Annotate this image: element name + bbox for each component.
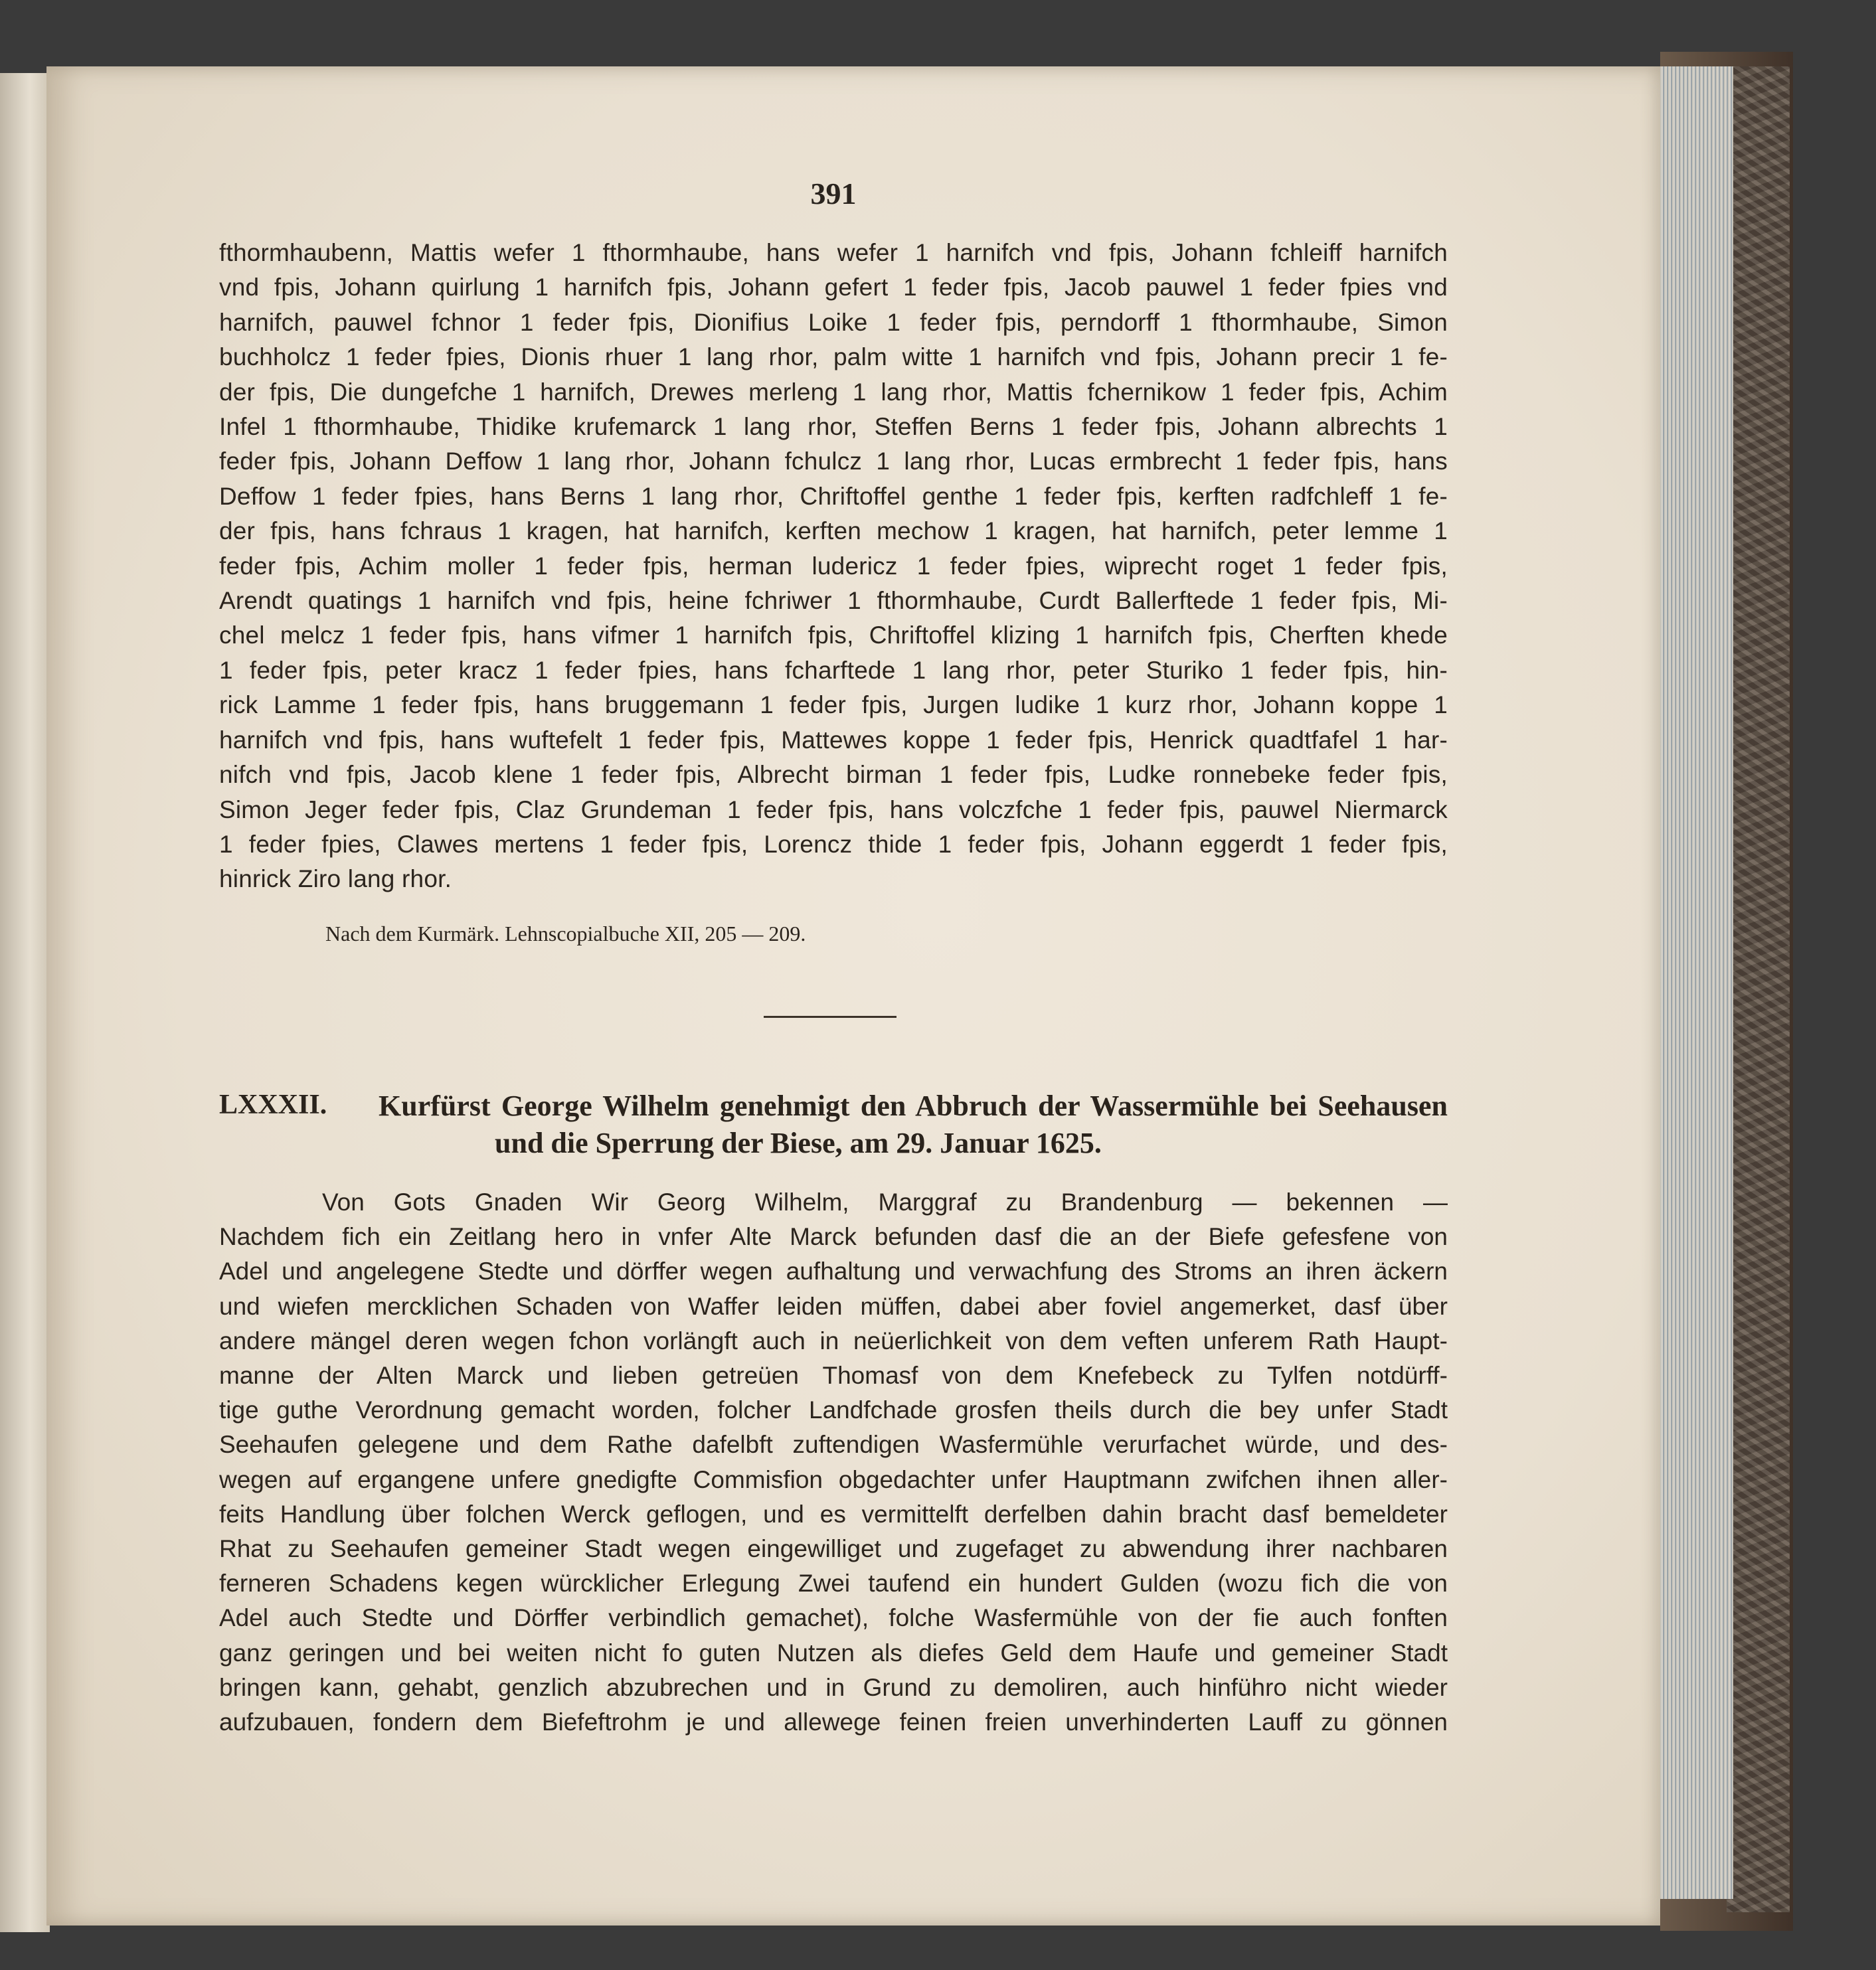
document-title (379, 1088, 1448, 1162)
document-body (219, 1185, 1448, 1740)
document-title-line-2: und die Sperrung der Biese, am 29. Januar 1625. (495, 1127, 1102, 1159)
text-line: harnifch vnd fpis, hans wuftefelt 1 feder fpis, Mattewes koppe 1 feder fpis, Henrick quadtfafel 1 har- (219, 726, 1448, 754)
body-line: manne der Alten Marck und lieben getreüen Thomasf von dem Knefebeck zu Tylfen notdürff- (219, 1362, 1448, 1390)
document-number: LXXXII. (219, 1090, 327, 1120)
text-line: fthormhaubenn, Mattis wefer 1 fthormhaube, hans wefer 1 harnifch vnd fpis, Johann fchleiff harnifch (219, 239, 1448, 266)
text-line: harnifch, pauwel fchnor 1 feder fpis, Dionifius Loike 1 feder fpis, perndorff 1 fthormhaube, Simon (219, 308, 1448, 336)
body-line: wegen auf ergangene unfere gnedigfte Commisfion obgedachter unfer Hauptmann zwifchen ihnen aller- (219, 1465, 1448, 1493)
text-line: Deffow 1 feder fpies, hans Berns 1 lang rhor, Chriftoffel genthe 1 feder fpis, kerften radfchleff 1 fe- (219, 482, 1448, 510)
text-line: feder fpis, Johann Deffow 1 lang rhor, Johann fchulcz 1 lang rhor, Lucas ermbrecht 1 feder fpis, hans (219, 448, 1448, 475)
marbled-cover-edge (1727, 66, 1790, 1912)
body-line: ferneren Schadens kegen würcklicher Erlegung Zwei taufend ein hundert Gulden (wozu fich die von (219, 1570, 1448, 1598)
section-divider (764, 1016, 896, 1018)
body-line: und wiefen mercklichen Schaden von Waffer leiden müffen, dabei aber foviel angemerket, dasf über (219, 1292, 1448, 1320)
text-line: Arendt quatings 1 harnifch vnd fpis, heine fchriwer 1 fthormhaube, Curdt Ballerftede 1 feder fpis, Mi- (219, 587, 1448, 615)
text-line: der fpis, Die dungefche 1 harnifch, Drewes merleng 1 lang rhor, Mattis fchernikow 1 feder fpis, Achim (219, 378, 1448, 406)
facing-page-edge (0, 73, 50, 1932)
body-line: Seehaufen gelegene und dem Rathe dafelbft zuftendigen Wasfermühle verurfachet würde, und des- (219, 1431, 1448, 1459)
body-line: ganz geringen und bei weiten nicht fo guten Nutzen als diefes Geld dem Haufe und gemeiner Stadt (219, 1639, 1448, 1667)
text-line: 1 feder fpis, peter kracz 1 feder fpies, hans fcharftede 1 lang rhor, peter Sturiko 1 feder fpis, hin- (219, 656, 1448, 684)
list-text-block (219, 236, 1448, 897)
body-line: Adel auch Stedte und Dörffer verbindlich gemachet), folche Wasfermühle von der fie auch fonften (219, 1604, 1448, 1632)
body-line: Adel und angelegene Stedte und dörffer wegen aufhaltung und verwachfung des Stroms an ihren äckern (219, 1258, 1448, 1285)
body-line: bringen kann, gehabt, genzlich abzubrechen und in Grund zu demoliren, auch hinführo nicht wieder (219, 1673, 1448, 1701)
document-title-line-1: Kurfürst George Wilhelm genehmigt den Abbruch der Wassermühle bei Seehausen (379, 1090, 1448, 1122)
body-line: Von Gots Gnaden Wir Georg Wilhelm, Marggraf zu Brandenburg — bekennen — (322, 1189, 1448, 1216)
text-line: 1 feder fpies, Clawes mertens 1 feder fpis, Lorencz thide 1 feder fpis, Johann eggerdt 1 feder fpis, (219, 830, 1448, 858)
text-line: hinrick Ziro lang rhor. (219, 865, 452, 893)
text-line: Simon Jeger feder fpis, Claz Grundeman 1 feder fpis, hans volczfche 1 feder fpis, pauwel Niermarck (219, 795, 1448, 823)
body-line: Rhat zu Seehaufen gemeiner Stadt wegen eingewilliget und zugefaget zu abwendung ihrer nachbaren (219, 1535, 1448, 1563)
body-line: Nachdem fich ein Zeitlang hero in vnfer Alte Marck befunden dasf die an der Biefe gefesfene von (219, 1223, 1448, 1251)
source-note: Nach dem Kurmärk. Lehnscopialbuche XII, 205 — 209. (325, 922, 806, 945)
text-line: vnd fpis, Johann quirlung 1 harnifch fpis, Johann gefert 1 feder fpis, Jacob pauwel 1 feder fpies vnd (219, 274, 1448, 301)
body-line: feits Handlung über folchen Werck geflogen, und es vermittelft derfelben dahin bracht dasf bemeldeter (219, 1500, 1448, 1528)
text-line: der fpis, hans fchraus 1 kragen, hat harnifch, kerften mechow 1 kragen, hat harnifch, peter lemme 1 (219, 517, 1448, 545)
body-line: aufzubauen, fondern dem Biefeftrohm je und allewege feinen freien unverhinderten Lauff zu gönnen (219, 1708, 1448, 1736)
text-line: feder fpis, Achim moller 1 feder fpis, herman ludericz 1 feder fpies, wiprecht roget 1 feder fpis, (219, 552, 1448, 580)
text-line: chel melcz 1 feder fpis, hans vifmer 1 harnifch fpis, Chriftoffel klizing 1 harnifch fpis, Cherften khede (219, 621, 1448, 649)
body-line: andere mängel deren wegen fchon vorlängft auch in neüerlichkeit von dem veften unferem Rath Haupt- (219, 1327, 1448, 1354)
page-number: 391 (810, 177, 857, 210)
text-line: Infel 1 fthormhaube, Thidike krufemarck 1 lang rhor, Steffen Berns 1 feder fpis, Johann albrechts 1 (219, 413, 1448, 441)
page-block-edges (1654, 66, 1733, 1899)
text-line: nifch vnd fpis, Jacob klene 1 feder fpis, Albrecht birman 1 feder fpis, Ludke ronnebeke feder fpis, (219, 761, 1448, 789)
text-line: rick Lamme 1 feder fpis, hans bruggemann 1 feder fpis, Jurgen ludike 1 kurz rhor, Johann koppe 1 (219, 691, 1448, 719)
text-line: buchholcz 1 feder fpies, Dionis rhuer 1 lang rhor, palm witte 1 harnifch vnd fpis, Johann precir 1 fe- (219, 343, 1448, 371)
body-line: tige guthe Verordnung gemacht worden, folcher Landfchade grosfen theils durch die bey unfer Stadt (219, 1396, 1448, 1424)
